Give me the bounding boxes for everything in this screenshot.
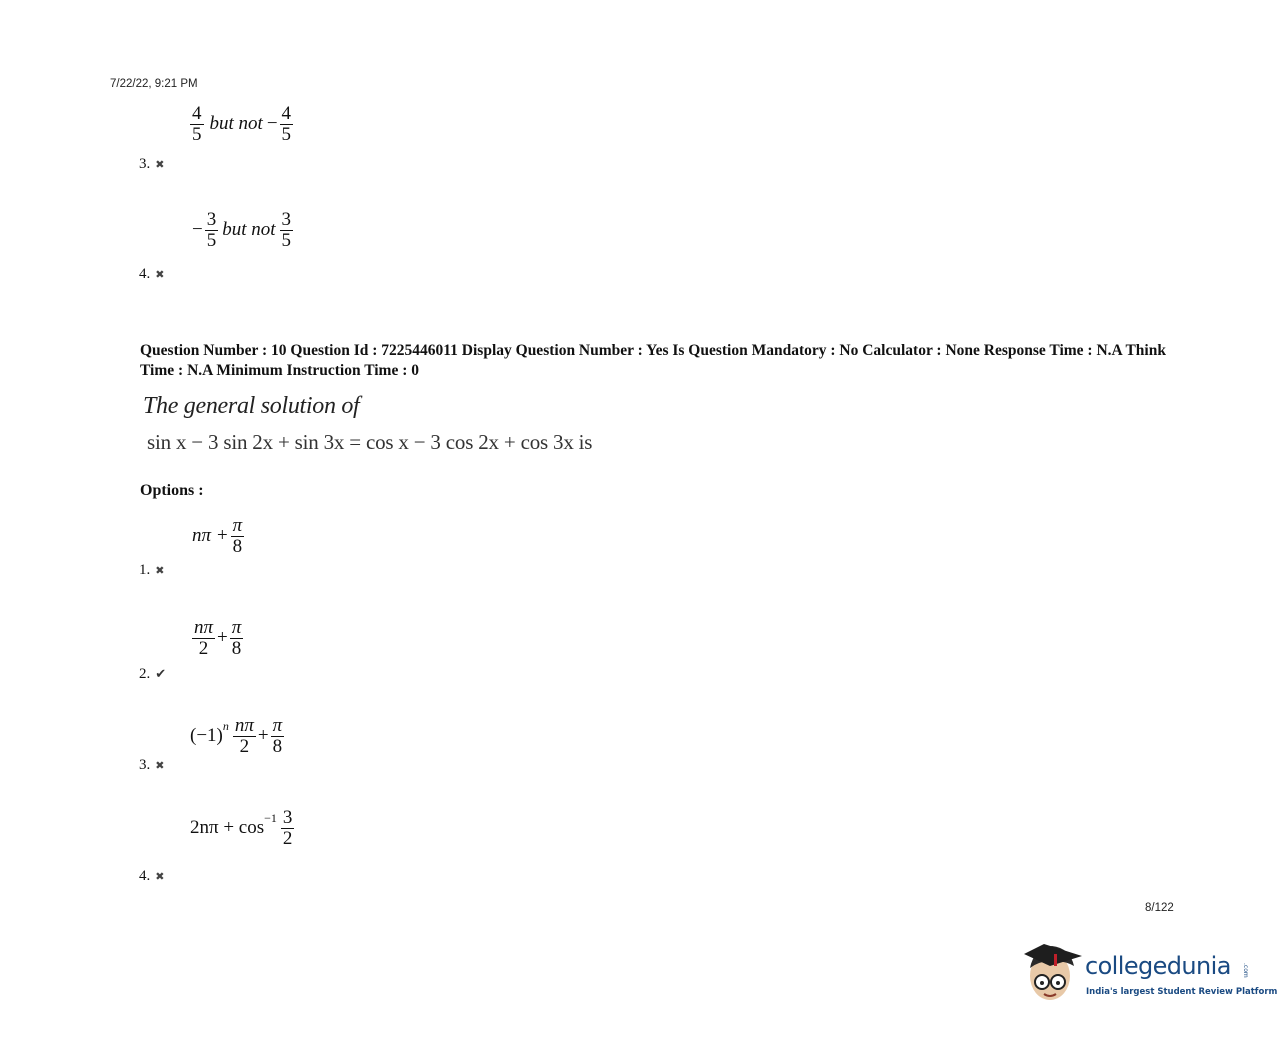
numerator: 4 xyxy=(281,103,292,124)
numerator: π xyxy=(272,715,283,736)
check-icon: ✔ xyxy=(155,667,167,682)
option-2-expression xyxy=(190,618,245,659)
option-3-label xyxy=(139,757,164,774)
denominator: 5 xyxy=(281,229,292,251)
numerator: 3 xyxy=(282,807,293,828)
math-text: nπ + xyxy=(192,525,229,547)
question-text: The general solution of xyxy=(143,393,360,419)
denominator: 5 xyxy=(192,123,202,145)
numerator: π xyxy=(231,617,242,638)
numerator: nπ xyxy=(194,617,214,638)
plus-sign: + xyxy=(257,725,269,747)
cross-icon: ✖ xyxy=(155,268,165,281)
fraction xyxy=(231,516,245,557)
minus-sign: − xyxy=(266,113,278,135)
fraction xyxy=(271,716,285,757)
fraction xyxy=(233,716,256,757)
option-number: 4. xyxy=(139,868,151,884)
minus-sign: − xyxy=(192,219,203,241)
cross-icon: ✖ xyxy=(155,759,165,772)
option-number: 1. xyxy=(139,562,151,578)
fraction xyxy=(205,210,219,251)
logo-tagline: India's largest Student Review Platform xyxy=(1086,987,1278,997)
plus-sign: + xyxy=(217,627,228,649)
question-meta: Question Number : 10 Question Id : 7225446011 Display Question Number : Yes Is Question Mandatory : No Calculator : None Response Time : N.A Think Time : N.A Minimum Instruction Time : 0 xyxy=(140,342,1166,379)
denominator: 8 xyxy=(231,637,242,659)
numerator: π xyxy=(232,515,243,536)
superscript: n xyxy=(222,718,229,733)
denominator: 2 xyxy=(198,637,209,659)
numerator: nπ xyxy=(234,715,254,736)
denominator: 2 xyxy=(239,735,250,757)
math-text: (−1) xyxy=(190,725,223,747)
option-number: 2. xyxy=(139,666,151,682)
option-3-expression xyxy=(190,716,286,757)
prev-option-3-expression xyxy=(188,104,295,145)
option-4-label xyxy=(139,868,164,885)
numerator: 3 xyxy=(206,209,217,230)
fraction xyxy=(280,210,294,251)
logo-suffix: .com xyxy=(1242,963,1249,978)
denominator: 5 xyxy=(206,229,217,251)
logo-wordmark: collegedunia xyxy=(1085,952,1231,980)
denominator: 5 xyxy=(281,123,292,145)
math-text: 2nπ + cos xyxy=(190,817,265,839)
option-1-label xyxy=(139,562,164,579)
superscript: −1 xyxy=(264,810,277,825)
option-number: 3. xyxy=(139,156,151,172)
prev-option-3-label xyxy=(139,156,164,173)
fraction xyxy=(280,104,294,145)
fraction xyxy=(230,618,244,659)
print-timestamp: 7/22/22, 9:21 PM xyxy=(110,78,198,90)
numerator: 3 xyxy=(281,209,292,230)
prev-option-4-expression xyxy=(192,210,295,251)
fraction xyxy=(281,808,295,849)
option-number: 4. xyxy=(139,266,151,282)
options-label: Options : xyxy=(140,482,204,499)
math-text: but not xyxy=(209,113,263,135)
option-1-expression xyxy=(192,516,246,557)
page-number: 8/122 xyxy=(1145,902,1174,914)
denominator: 8 xyxy=(232,535,243,557)
denominator: 2 xyxy=(282,827,293,849)
numerator: 4 xyxy=(192,103,202,124)
math-text: but not xyxy=(222,219,276,241)
cross-icon: ✖ xyxy=(155,870,165,883)
option-2-label xyxy=(139,666,166,683)
cross-icon: ✖ xyxy=(155,158,165,171)
prev-option-4-label xyxy=(139,266,164,283)
option-4-expression xyxy=(190,808,296,849)
question-equation: sin x − 3 sin 2x + sin 3x = cos x − 3 cos 2x + cos 3x is xyxy=(147,430,593,454)
cross-icon: ✖ xyxy=(155,564,165,577)
mascot-logo-icon xyxy=(1024,938,1086,1008)
option-number: 3. xyxy=(139,757,151,773)
fraction xyxy=(192,618,215,659)
denominator: 8 xyxy=(272,735,283,757)
fraction xyxy=(190,104,204,145)
